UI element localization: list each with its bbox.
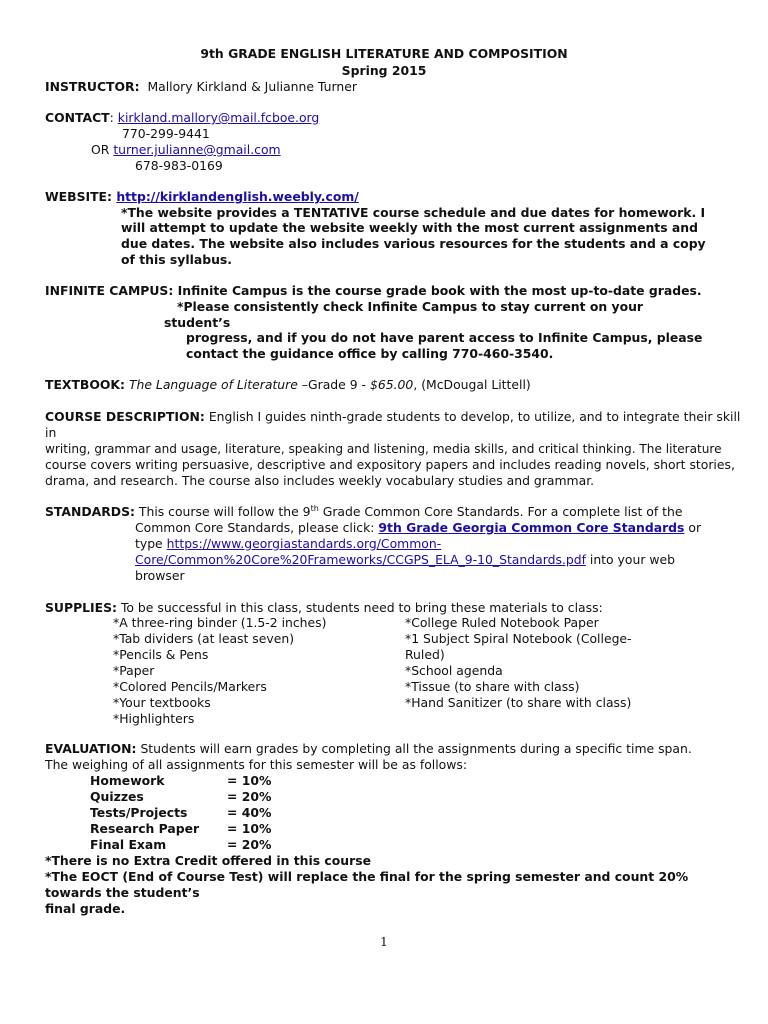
website-note-4: of this syllabus.: [121, 252, 232, 267]
infinite-campus-note-2: student’s: [164, 315, 231, 330]
contact-or: OR: [91, 142, 110, 157]
phone-turner: 678-983-0169: [135, 158, 223, 173]
email-link-turner[interactable]: turner.julianne@gmail.com: [113, 142, 281, 157]
course-description-line-4: course covers writing persuasive, descriptive and expository papers and includes reading novels, short stories,: [45, 457, 735, 472]
infinite-campus-note-4: contact the guidance office by calling 770-460-3540.: [186, 346, 554, 361]
supply-item: *College Ruled Notebook Paper: [405, 615, 599, 630]
supply-item: *Pencils & Pens: [113, 647, 209, 662]
standards-label: STANDARDS:: [45, 504, 135, 519]
weight-name: Quizzes: [90, 789, 144, 804]
supply-item: *1 Subject Spiral Notebook (College-: [405, 631, 632, 646]
course-description-line-1: COURSE DESCRIPTION: English I guides ninth-grade students to develop, to utilize, and to integrate their skill: [45, 409, 741, 424]
infinite-campus-line: [45, 283, 702, 299]
infinite-campus-label: INFINITE CAMPUS:: [45, 283, 174, 298]
page-number: 1: [380, 935, 388, 949]
evaluation-label: EVALUATION:: [45, 741, 137, 756]
supplies-label: SUPPLIES:: [45, 600, 117, 615]
supply-item: Ruled): [405, 647, 445, 662]
instructor-value: Mallory Kirkland & Julianne Turner: [147, 79, 357, 94]
standards-line-5: browser: [135, 568, 185, 583]
supply-item: *Hand Sanitizer (to share with class): [405, 695, 632, 710]
weight-name: Final Exam: [90, 837, 167, 852]
evaluation-note-4: final grade.: [45, 901, 126, 916]
supplies-line: [45, 600, 603, 616]
contact-line-2: [91, 142, 281, 158]
phone-kirkland: 770-299-9441: [122, 126, 210, 141]
standards-url-link-1[interactable]: https://www.georgiastandards.org/Common-: [166, 536, 442, 551]
document-title: 9th GRADE ENGLISH LITERATURE AND COMPOSITION: [200, 46, 568, 61]
evaluation-line-2: The weighing of all assignments for this semester will be as follows:: [45, 757, 468, 772]
website-line: [45, 189, 359, 205]
weight-value: = 10%: [227, 773, 272, 788]
standards-line-1: STANDARDS: This course will follow the 9th Grade Common Core Standards. For a complete list of the: [45, 503, 683, 519]
supply-item: *Tissue (to share with class): [405, 679, 580, 694]
infinite-campus-note-1: *Please consistently check Infinite Campus to stay current on your: [177, 299, 644, 314]
weight-name: Research Paper: [90, 821, 200, 836]
supply-item: *A three-ring binder (1.5-2 inches): [113, 615, 327, 630]
textbook-title: The Language of Literature: [128, 377, 298, 392]
standards-url-link-2[interactable]: Core/Common%20Core%20Frameworks/CCGPS_ELA_9-10_Standards.pdf: [135, 552, 586, 567]
supply-item: *Tab dividers (at least seven): [113, 631, 295, 646]
textbook-label: TEXTBOOK:: [45, 377, 125, 392]
course-description-line-2: in: [45, 425, 57, 440]
textbook-line: TEXTBOOK: The Language of Literature –Grade 9 - $65.00, (McDougal Littell): [45, 377, 531, 392]
document-term: Spring 2015: [341, 63, 427, 78]
course-description-label: COURSE DESCRIPTION:: [45, 409, 205, 424]
website-link[interactable]: http://kirklandenglish.weebly.com/: [116, 189, 359, 204]
georgia-standards-link[interactable]: 9th Grade Georgia Common Core Standards: [378, 520, 685, 535]
website-note-1: *The website provides a TENTATIVE course schedule and due dates for homework. I: [121, 205, 706, 220]
evaluation-line-1: EVALUATION: Students will earn grades by completing all the assignments during a specific time span.: [45, 741, 692, 756]
weight-name: Tests/Projects: [90, 805, 188, 820]
supply-item: *Colored Pencils/Markers: [113, 679, 267, 694]
standards-line-2: Common Core Standards, please click: 9th Grade Georgia Common Core Standards or: [135, 520, 702, 535]
weight-value: = 40%: [227, 805, 272, 820]
course-description-line-5: drama, and research. The course also includes weekly vocabulary studies and grammar.: [45, 473, 595, 488]
instructor-line: [45, 79, 357, 95]
infinite-campus-note-3: progress, and if you do not have parent access to Infinite Campus, please: [186, 330, 703, 345]
supplies-intro: To be successful in this class, students need to bring these materials to class:: [120, 600, 603, 615]
supply-item: *Your textbooks: [113, 695, 211, 710]
evaluation-note-2: *The EOCT (End of Course Test) will replace the final for the spring semester and count 20%: [45, 869, 689, 884]
supply-item: *School agenda: [405, 663, 503, 678]
standards-line-3: type https://www.georgiastandards.org/Common-: [135, 536, 442, 551]
supply-item: *Paper: [113, 663, 155, 678]
weight-value: = 20%: [227, 789, 272, 804]
website-note-2: will attempt to update the website weekly with the most current assignments and: [121, 220, 698, 235]
weight-name: Homework: [90, 773, 165, 788]
evaluation-note-3: towards the student’s: [45, 885, 200, 900]
weight-value: = 10%: [227, 821, 272, 836]
weight-value: = 20%: [227, 837, 272, 852]
evaluation-note-1: *There is no Extra Credit offered in this course: [45, 853, 371, 868]
contact-label: CONTACT: [45, 110, 110, 125]
textbook-price: $65.00: [369, 377, 414, 392]
email-link-kirkland[interactable]: kirkland.mallory@mail.fcboe.org: [117, 110, 320, 125]
supply-item: *Highlighters: [113, 711, 195, 726]
standards-line-4: Core/Common%20Core%20Frameworks/CCGPS_ELA_9-10_Standards.pdf into your web: [135, 552, 675, 567]
course-description-line-3: writing, grammar and usage, literature, speaking and listening, media skills, and critical thinking. The literature: [45, 442, 722, 456]
website-note-3: due dates. The website also includes various resources for the students and a copy: [121, 236, 706, 251]
contact-line: CONTACT: kirkland.mallory@mail.fcboe.org: [45, 110, 320, 125]
instructor-label: INSTRUCTOR:: [45, 79, 140, 94]
textbook-publisher: , (McDougal Littell): [413, 377, 531, 392]
website-label: WEBSITE:: [45, 189, 112, 204]
infinite-campus-text: Infinite Campus is the course grade book with the most up-to-date grades.: [177, 283, 702, 298]
